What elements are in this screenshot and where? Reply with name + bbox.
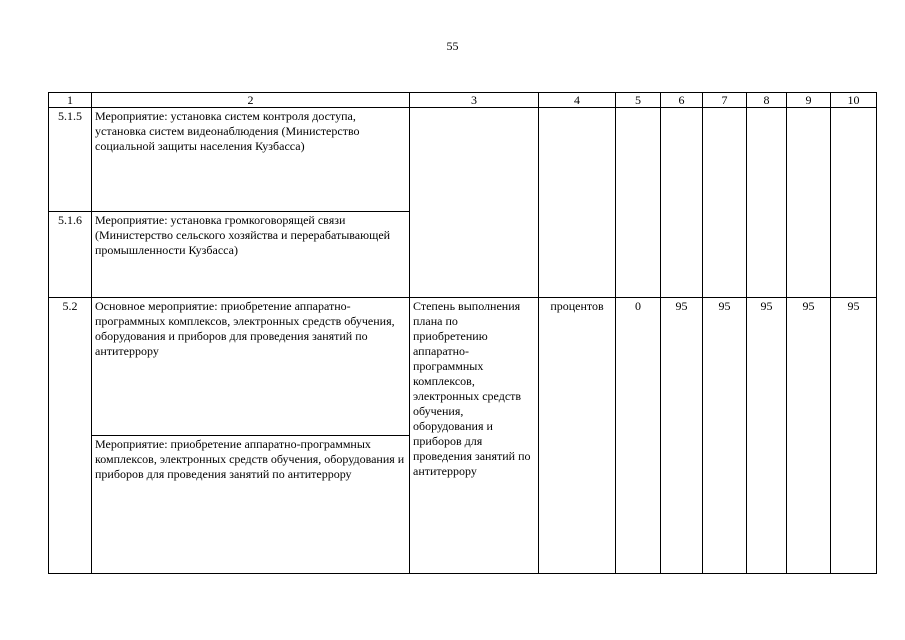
header-cell: 2	[92, 93, 410, 108]
empty-cell	[787, 108, 831, 298]
value-cell: 95	[787, 298, 831, 574]
table-row	[49, 298, 877, 436]
header-cell: 5	[616, 93, 661, 108]
unit-cell: процентов	[539, 298, 616, 574]
header-row	[49, 93, 877, 108]
header-cell: 4	[539, 93, 616, 108]
empty-cell	[747, 108, 787, 298]
indicator-cell: Степень выполнения плана по приобретению аппаратно-программных комплексов, электронных средств обучения, оборудования и приборов для проведения занятий по антитеррору	[410, 298, 539, 574]
value-cell: 95	[661, 298, 703, 574]
value-cell: 95	[831, 298, 877, 574]
row-number: 5.1.5	[49, 108, 92, 212]
header-cell: 8	[747, 93, 787, 108]
row-number: 5.2	[49, 298, 92, 574]
row-name: Мероприятие: установка систем контроля доступа, установка систем видеонаблюдения (Министерство социальной защиты населения Кузбасса)	[92, 108, 410, 212]
value-cell: 0	[616, 298, 661, 574]
value-cell: 95	[747, 298, 787, 574]
page-number: 55	[446, 39, 459, 53]
row-name: Основное мероприятие: приобретение аппаратно-программных комплексов, электронных средств обучения, оборудования и приборов для проведения занятий по антитеррору	[92, 298, 410, 436]
row-name: Мероприятие: приобретение аппаратно-программных комплексов, электронных средств обучения, оборудования и приборов для проведения занятий по антитеррору	[92, 436, 410, 574]
header-cell: 3	[410, 93, 539, 108]
table-row	[49, 108, 877, 212]
empty-cell	[616, 108, 661, 298]
empty-cell	[410, 108, 539, 298]
empty-cell	[703, 108, 747, 298]
row-number: 5.1.6	[49, 212, 92, 298]
header-cell: 7	[703, 93, 747, 108]
value-cell: 95	[703, 298, 747, 574]
empty-cell	[661, 108, 703, 298]
row-name: Мероприятие: установка громкоговорящей связи (Министерство сельского хозяйства и перерабатывающей промышленности Кузбасса)	[92, 212, 410, 298]
header-cell: 10	[831, 93, 877, 108]
header-cell: 6	[661, 93, 703, 108]
header-cell: 1	[49, 93, 92, 108]
program-table	[48, 92, 877, 574]
header-cell: 9	[787, 93, 831, 108]
empty-cell	[831, 108, 877, 298]
empty-cell	[539, 108, 616, 298]
